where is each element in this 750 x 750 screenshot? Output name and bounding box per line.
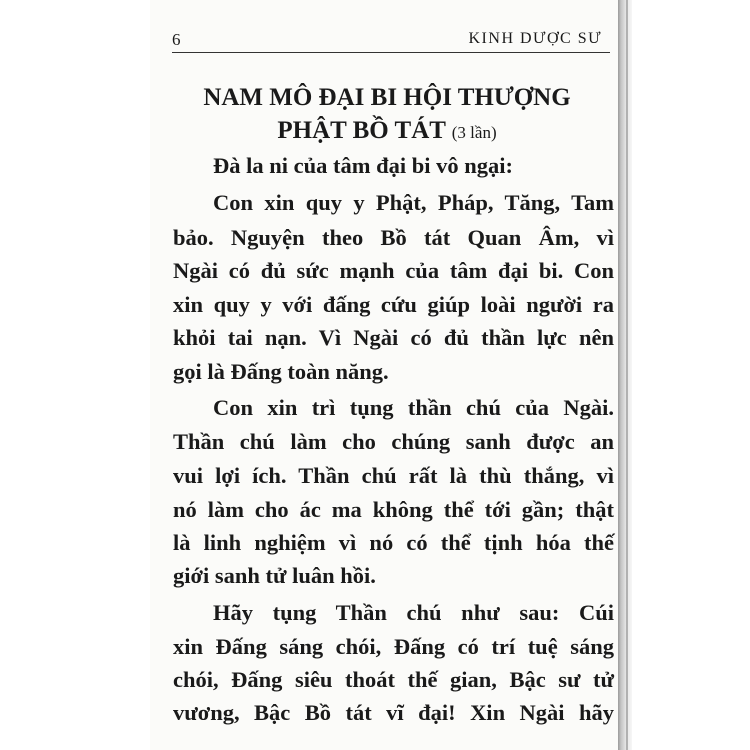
text-line: Con xin trì tụng thần chú của Ngài. [213,395,614,420]
text-line: Đà la ni của tâm đại bi vô ngại: [213,153,514,178]
text-line: là linh nghiệm vì nó có thể tịnh hóa thế [173,530,614,555]
section-title-line-2 [170,115,604,149]
text-line: gọi là Đấng toàn năng. [173,359,389,384]
text-line: xin quy y với đấng cứu giúp loài người ra [173,292,614,317]
text-line: vương, Bậc Bồ tát vĩ đại! Xin Ngài hãy [173,700,614,725]
text-line: Con xin quy y Phật, Pháp, Tăng, Tam [213,190,614,215]
text-line: khỏi tai nạn. Vì Ngài có đủ thần lực nên [173,325,614,350]
text-line: xin Đấng sáng chói, Đấng có trí tuệ sáng [173,634,614,659]
page-number: 6 [172,30,181,49]
text-line: bảo. Nguyện theo Bồ tát Quan Âm, vì [173,225,614,250]
header-rule [172,52,610,53]
text-line: vui lợi ích. Thần chú rất là thù thắng, vì [173,463,614,488]
text-line: Ngài có đủ sức mạnh của tâm đại bi. Con [173,258,614,283]
repeat-note: (3 lần) [451,123,497,142]
page-edge-shadow [618,0,632,750]
page-edge-line [626,0,628,750]
page-header [172,22,616,52]
section-title-text: PHẬT BỒ TÁT [277,117,446,144]
text-line: giới sanh tử luân hồi. [173,563,376,588]
text-line: nó làm cho ác ma không thể tới gần; thật [173,497,614,522]
section-title-line-1: NAM MÔ ĐẠI BI HỘI THƯỢNG [203,84,571,111]
running-title: KINH DƯỢC SƯ [468,30,602,47]
text-line: Thần chú làm cho chúng sanh được an [173,429,614,454]
text-line: chói, Đấng siêu thoát thế gian, Bậc sư tử [173,667,614,692]
text-line: Hãy tụng Thần chú như sau: Cúi [213,600,614,625]
